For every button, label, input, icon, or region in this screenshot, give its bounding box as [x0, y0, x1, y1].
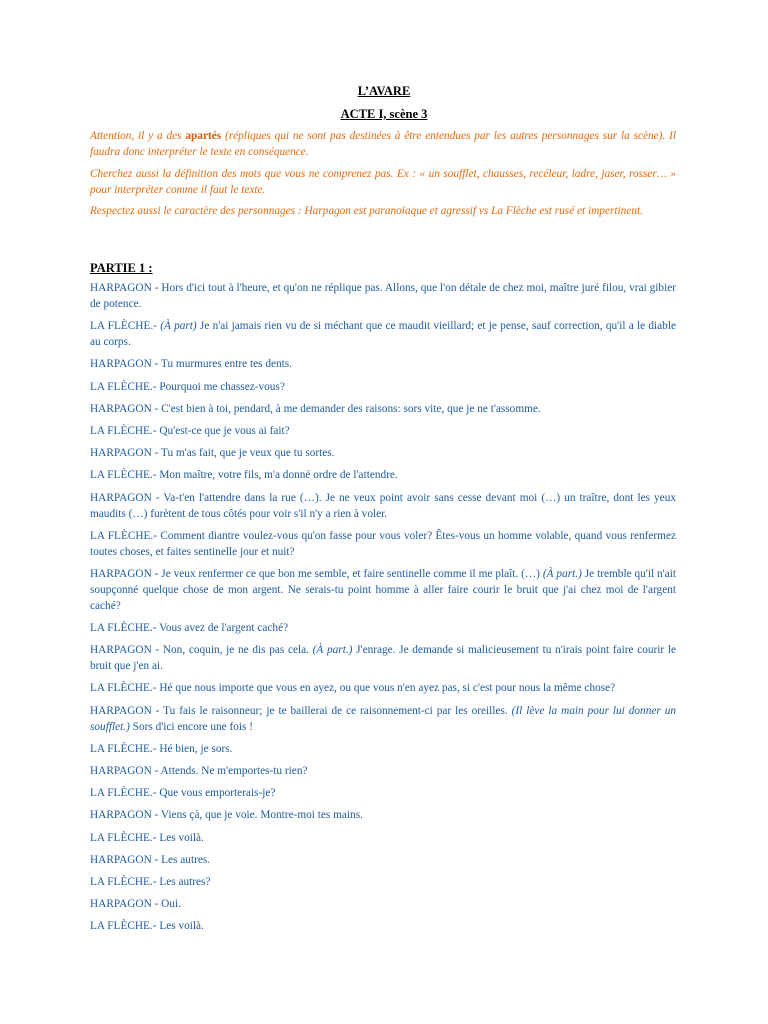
dialogue-text: J'enrage. Je demande si malicieusement tu n'irais point faire courir le bruit que j'en ai.: [90, 644, 677, 673]
dialogue-text: LA FLÈCHE.- Les voilà.: [90, 831, 204, 844]
dialogue-line: [90, 852, 676, 868]
dialogue-line: [90, 741, 676, 757]
dialogue-text: LA FLÈCHE.- Qu'est-ce que je vous ai fait?: [90, 424, 290, 437]
stage-direction: (Il lève la main pour lui donner un soufflet.): [90, 704, 677, 733]
dialogue-line: [90, 763, 676, 779]
dialogue-line: [90, 280, 676, 312]
stage-direction: (À part.): [542, 567, 582, 580]
dialogue-text: LA FLÈCHE.- Mon maître, votre fils, m'a donné ordre de l'attendre.: [90, 469, 398, 482]
play-title: L’AVARE: [357, 84, 411, 98]
dialogue-line: [90, 785, 676, 801]
dialogue-line: [90, 830, 676, 846]
dialogue-text: HARPAGON - Non, coquin, je ne dis pas cela.: [90, 644, 313, 657]
part-heading: PARTIE 1 :: [90, 261, 153, 275]
dialogue-line: [90, 918, 676, 934]
dialogue-line: [90, 528, 676, 560]
dialogue-text: LA FLÈCHE.- Hé bien, je sors.: [90, 742, 233, 755]
dialogue-line: [90, 318, 676, 350]
dialogue-text: LA FLÈCHE.- Vous avez de l'argent caché?: [90, 622, 289, 635]
dialogue-text: HARPAGON - Va-t'en l'attendre dans la rue (…). Je ne veux point avoir sans cesse devant moi (…) un traître, dont les yeux maudits (…) furètent de tous côtés pour voir s'il n'y a rien à voler.: [90, 491, 676, 520]
dialogue-line: [90, 467, 676, 483]
dialogue-text: LA FLÈCHE.- Pourquoi me chassez-vous?: [90, 380, 285, 393]
dialogue-text: LA FLÈCHE.- Les voilà.: [90, 920, 204, 933]
dialogue-line: [90, 874, 676, 890]
instruction-vocabulary: Cherchez aussi la définition des mots que vous ne comprenez pas. Ex : « un soufflet, chausses, recéleur, ladre, jaser, rosser… » pour interpréter comme il faut le texte.: [90, 168, 676, 196]
dialogue-text: LA FLÈCHE.- Comment diantre voulez-vous qu'on fasse pour vous voler? Êtes-vous un homme volable, quand vous renfermez toutes choses, et faites sentinelle jour et nuit?: [90, 529, 676, 558]
dialogue-text: Sors d'ici encore une fois !: [129, 720, 253, 733]
dialogue-text: HARPAGON - Les autres.: [90, 853, 211, 866]
dialogue-line: [90, 566, 676, 614]
stage-direction: (À part): [160, 320, 197, 333]
dialogue-text: HARPAGON - Tu murmures entre tes dents.: [90, 358, 292, 371]
dialogue-text: HARPAGON - Tu fais le raisonneur; je te baillerai de ce raisonnement-ci par les oreilles.: [90, 704, 512, 717]
dialogue-line: [90, 807, 676, 823]
instruction-apartes-post: (répliques qui ne sont pas destinées à être entendues par les autres personnages sur la scène). Il faudra donc interpréter le texte en conséquence.: [90, 130, 676, 158]
dialogue-text: HARPAGON - Tu m'as fait, que je veux que tu sortes.: [90, 447, 335, 460]
dialogue-text: HARPAGON - Hors d'ici tout à l'heure, et qu'on ne réplique pas. Allons, que l'on détale de chez moi, maître juré filou, vrai gibier de potence.: [90, 282, 676, 310]
dialogue-line: [90, 490, 676, 522]
dialogue-text: LA FLÈCHE.- Que vous emporterais-je?: [90, 787, 276, 800]
dialogue-text: LA FLÈCHE.- Les autres?: [90, 875, 211, 888]
dialogue-list: [90, 280, 676, 941]
dialogue-line: [90, 896, 676, 912]
instruction-apartes-bold: apartés: [185, 130, 222, 142]
dialogue-text: HARPAGON - Attends. Ne m'emportes-tu rien?: [90, 765, 308, 777]
dialogue-line: [90, 445, 676, 461]
dialogue-line: [90, 680, 676, 696]
dialogue-line: [90, 423, 676, 439]
dialogue-text: HARPAGON - Viens çà, que je voie. Montre-moi tes mains.: [90, 809, 363, 822]
dialogue-text: LA FLÈCHE.- Hé que nous importe que vous en ayez, ou que vous n'en ayez pas, si c'est pour nous la même chose?: [90, 682, 616, 695]
stage-direction: (À part.): [312, 644, 353, 657]
instruction-apartes: [90, 128, 676, 160]
instruction-characters: Respectez aussi le caractère des personnages : Harpagon est paranoïaque et agressif vs La Flèche est rusé et impertinent.: [90, 205, 643, 217]
dialogue-line: [90, 401, 676, 417]
dialogue-text: Je n'ai jamais rien vu de si méchant que ce maudit vieillard; et je pense, sauf correction, qu'il a le diable au corps.: [90, 320, 676, 349]
instruction-apartes-pre: Attention, il y a des: [90, 130, 186, 142]
dialogue-text: LA FLÈCHE.-: [90, 320, 161, 333]
dialogue-line: [90, 356, 676, 372]
dialogue-text: HARPAGON - C'est bien à toi, pendard, à me demander des raisons: sors vite, que je ne t'assomme.: [90, 402, 541, 415]
dialogue-line: [90, 642, 676, 674]
scene-title: ACTE I, scène 3: [340, 107, 428, 121]
dialogue-line: [90, 703, 676, 735]
dialogue-text: HARPAGON - Je veux renfermer ce que bon me semble, et faire sentinelle comme il me plaît. (…): [90, 567, 543, 580]
dialogue-line: [90, 620, 676, 636]
dialogue-text: Je tremble qu'il n'ait soupçonné quelque chose de mon argent. Ne serais-tu point homme à aller faire courir le bruit que j'ai chez moi de l'argent caché?: [90, 567, 676, 612]
dialogue-text: HARPAGON - Oui.: [90, 898, 181, 911]
dialogue-line: [90, 379, 676, 395]
